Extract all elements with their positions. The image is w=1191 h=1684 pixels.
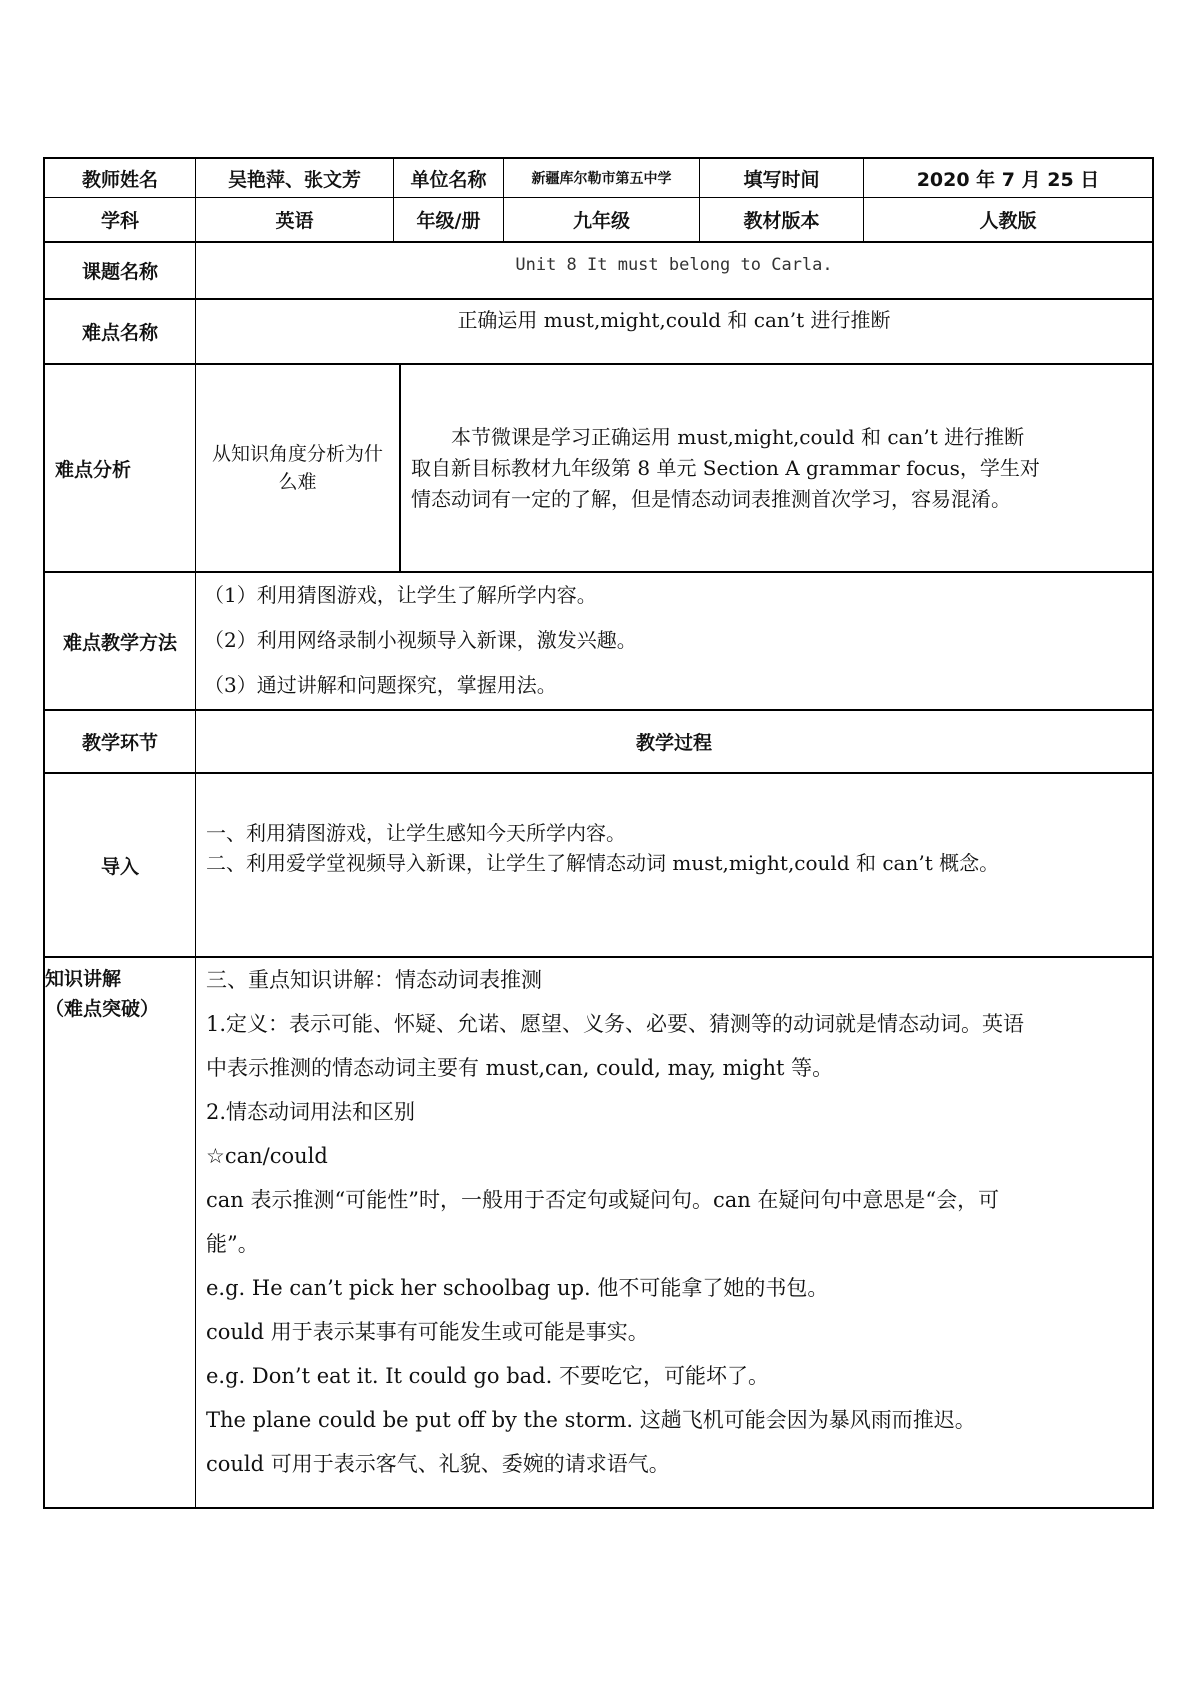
method-item: （3）通过讲解和问题探究，掌握用法。 [204, 673, 557, 697]
knowledge-line: 能”。 [206, 1232, 259, 1256]
intro-body [196, 774, 1152, 956]
difficulty-value: 正确运用 must,might,could 和 can’t 进行推断 [457, 308, 891, 332]
header-row-1 [43, 157, 1154, 198]
knowledge-body [196, 958, 1152, 1507]
knowledge-line: ☆can/could [206, 1144, 328, 1168]
knowledge-label [45, 958, 196, 1507]
process-value: 教学过程 [635, 732, 712, 754]
time-label: 填写时间 [700, 159, 864, 197]
difficulty-row [43, 300, 1154, 365]
method-item: （2）利用网络录制小视频导入新课，激发兴趣。 [204, 628, 637, 652]
analysis-sub-label: 从知识角度分析为什么难 [196, 365, 401, 571]
time-value: 2020 年 7 月 25 日 [916, 168, 1100, 191]
knowledge-line: 中表示推测的情态动词主要有 must,can, could, may, might 等。 [206, 1056, 834, 1080]
knowledge-line: 1.定义：表示可能、怀疑、允诺、愿望、义务、必要、猜测等的动词就是情态动词。英语 [206, 1012, 1025, 1036]
grade-value: 九年级 [504, 198, 700, 241]
analysis-line: 取自新目标教材九年级第 8 单元 Section A grammar focus，学生对 [411, 455, 1040, 480]
topic-value: Unit 8 It must belong to Carla. [515, 255, 833, 275]
process-header-row [43, 711, 1154, 774]
unit-value: 新疆库尔勒市第五中学 [504, 159, 700, 197]
edition-value: 人教版 [979, 210, 1037, 232]
intro-label: 导入 [45, 774, 196, 956]
knowledge-line: 2.情态动词用法和区别 [206, 1100, 416, 1124]
intro-line: 一、利用猜图游戏，让学生感知今天所学内容。 [206, 821, 626, 845]
knowledge-label-line: （难点突破） [45, 998, 160, 1020]
methods-row [43, 573, 1154, 711]
teacher-value: 吴艳萍、张文芳 [196, 159, 394, 197]
knowledge-label-line: 知识讲解 [45, 968, 122, 990]
teacher-label: 教师姓名 [45, 159, 196, 197]
analysis-line: 本节微课是学习正确运用 must,might,could 和 can’t 进行推断 [451, 424, 1025, 449]
topic-row [43, 243, 1154, 300]
knowledge-line: e.g. Don’t eat it. It could go bad. 不要吃它，可能坏了。 [206, 1364, 769, 1388]
knowledge-line: could 用于表示某事有可能发生或可能是事实。 [206, 1320, 649, 1344]
method-item: （1）利用猜图游戏，让学生了解所学内容。 [204, 583, 597, 607]
analysis-body [401, 365, 1152, 571]
difficulty-label: 难点名称 [45, 300, 196, 363]
methods-body [196, 573, 1152, 709]
analysis-label: 难点分析 [45, 365, 196, 571]
lesson-plan-table [43, 157, 1154, 1509]
subject-value: 英语 [196, 198, 394, 241]
knowledge-line: 三、重点知识讲解：情态动词表推测 [206, 968, 542, 992]
edition-label: 教材版本 [700, 198, 864, 241]
knowledge-line: The plane could be put off by the storm. 这趟飞机可能会因为暴风雨而推迟。 [206, 1408, 976, 1432]
intro-row [43, 774, 1154, 958]
intro-line: 二、利用爱学堂视频导入新课，让学生了解情态动词 must,might,could 和 can’t 概念。 [206, 851, 1000, 875]
knowledge-row [43, 958, 1154, 1509]
topic-label: 课题名称 [45, 243, 196, 298]
process-label: 教学环节 [45, 711, 196, 772]
analysis-row [43, 365, 1154, 573]
knowledge-line: could 可用于表示客气、礼貌、委婉的请求语气。 [206, 1452, 670, 1476]
unit-label: 单位名称 [394, 159, 504, 197]
analysis-line: 情态动词有一定的了解，但是情态动词表推测首次学习，容易混淆。 [411, 486, 1011, 511]
methods-label: 难点教学方法 [45, 573, 196, 709]
knowledge-line: e.g. He can’t pick her schoolbag up. 他不可能拿了她的书包。 [206, 1276, 829, 1300]
header-row-2 [43, 198, 1154, 243]
grade-label: 年级/册 [394, 198, 504, 241]
subject-label: 学科 [45, 198, 196, 241]
knowledge-line: can 表示推测“可能性”时，一般用于否定句或疑问句。can 在疑问句中意思是“会，可 [206, 1188, 1000, 1212]
